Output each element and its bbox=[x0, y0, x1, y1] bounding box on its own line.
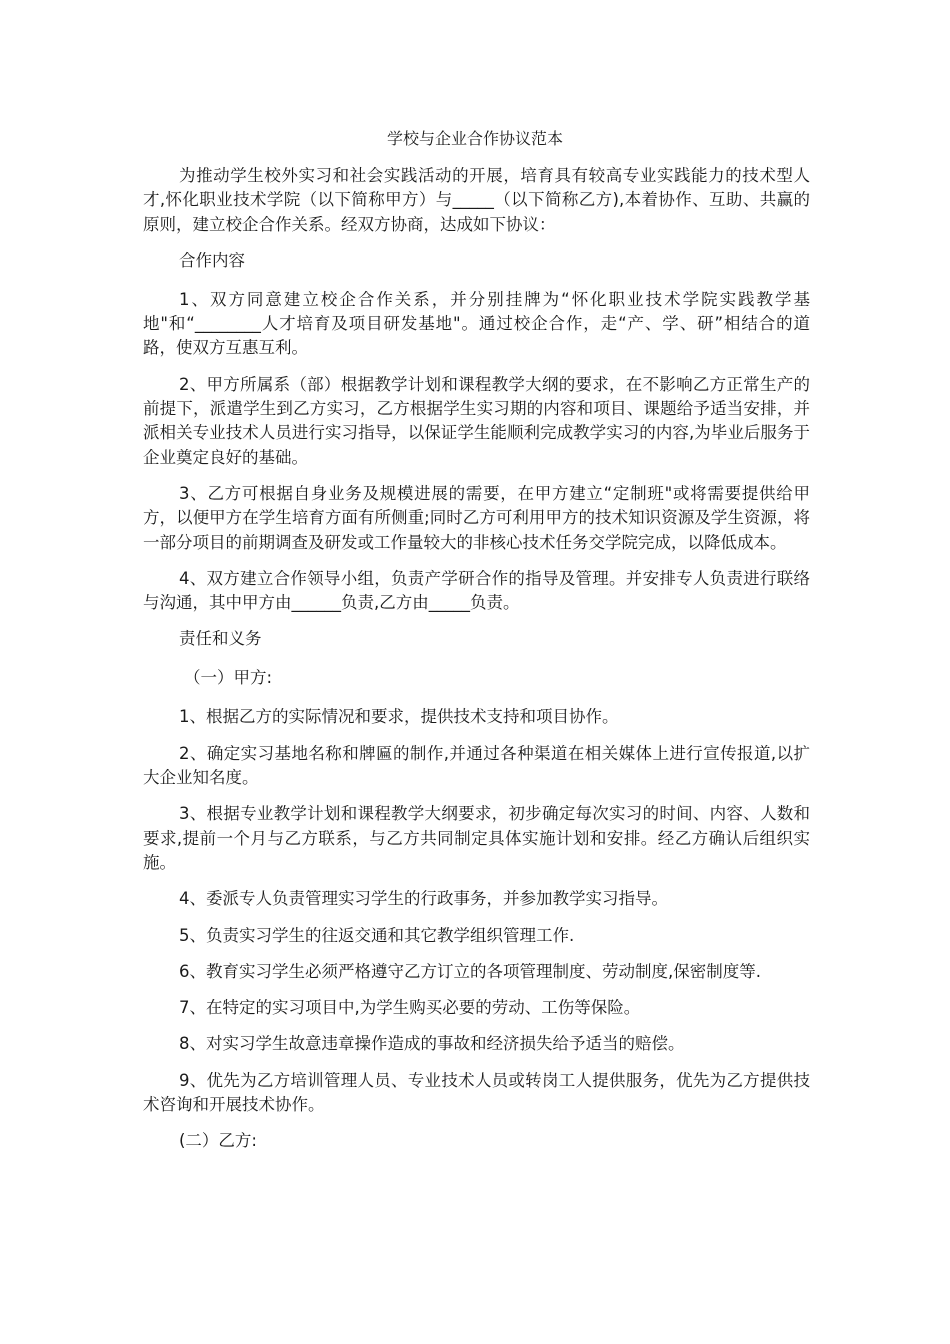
section-heading-responsibilities: 责任和义务 bbox=[179, 629, 262, 649]
cooperation-item-4: 4、双方建立合作领导小组，负责产学研合作的指导及管理。并安排专人负责进行联络与沟通，其中甲方由______负责,乙方由_____负责。 bbox=[143, 568, 810, 613]
party-a-item-8: 8、对实习学生故意违章操作造成的事故和经济损失给予适当的赔偿。 bbox=[179, 1034, 685, 1054]
section-heading-cooperation: 合作内容 bbox=[179, 250, 245, 270]
party-a-item-3: 3、根据专业教学计划和课程教学大纲要求，初步确定每次实习的时间、内容、人数和要求,提前一个月与乙方联系，与乙方共同制定具体实施计划和安排。经乙方确认后组织实施。 bbox=[143, 804, 810, 872]
intro-paragraph: 为推动学生校外实习和社会实践活动的开展，培育具有较高专业实践能力的技术型人才,怀化职业技术学院（以下简称甲方）与_____（以下简称乙方),本着协作、互助、共赢的原则，建立校企合作关系。经双方协商，达成如下协议： bbox=[143, 166, 810, 234]
cooperation-item-1: 1、双方同意建立校企合作关系，并分别挂牌为“怀化职业技术学院实践教学基地"和“________人才培育及项目研发基地"。通过校企合作，走“产、学、研”相结合的道路，使双方互惠互利。 bbox=[143, 289, 810, 358]
party-a-item-5: 5、负责实习学生的往返交通和其它教学组织管理工作. bbox=[179, 925, 575, 945]
party-b-heading: (二）乙方: bbox=[179, 1131, 257, 1151]
cooperation-item-3: 3、乙方可根据自身业务及规模进展的需要，在甲方建立“定制班"或将需要提供给甲方，以便甲方在学生培育方面有所侧重;同时乙方可利用甲方的技术知识资源及学生资源，将一部分项目的前期调查及研发或工作量较大的非核心技术任务交学院完成，以降低成本。 bbox=[143, 483, 810, 552]
party-a-heading: （一）甲方: bbox=[184, 668, 273, 688]
party-a-item-9: 9、优先为乙方培训管理人员、专业技术人员或转岗工人提供服务，优先为乙方提供技术咨询和开展技术协作。 bbox=[143, 1070, 810, 1115]
party-a-item-2: 2、确定实习基地名称和牌匾的制作,并通过各种渠道在相关媒体上进行宣传报道,以扩大企业知名度。 bbox=[143, 743, 810, 788]
party-a-item-1: 1、根据乙方的实际情况和要求，提供技术支持和项目协作。 bbox=[179, 707, 619, 727]
party-a-item-6: 6、教育实习学生必须严格遵守乙方订立的各项管理制度、劳动制度,保密制度等. bbox=[179, 961, 761, 981]
party-a-item-7: 7、在特定的实习项目中,为学生购买必要的劳动、工伤等保险。 bbox=[179, 998, 641, 1018]
cooperation-item-2: 2、甲方所属系（部）根据教学计划和课程教学大纲的要求，在不影响乙方正常生产的前提下，派遣学生到乙方实习，乙方根据学生实习期的内容和项目、课题给予适当安排，并派相关专业技术人员进行实习指导，以保证学生能顺利完成教学实习的内容,为毕业后服务于企业奠定良好的基础。 bbox=[143, 374, 810, 467]
document-title: 学校与企业合作协议范本 bbox=[386, 129, 563, 148]
party-a-item-4: 4、委派专人负责管理实习学生的行政事务，并参加教学实习指导。 bbox=[179, 889, 668, 909]
document-body bbox=[143, 164, 810, 1168]
